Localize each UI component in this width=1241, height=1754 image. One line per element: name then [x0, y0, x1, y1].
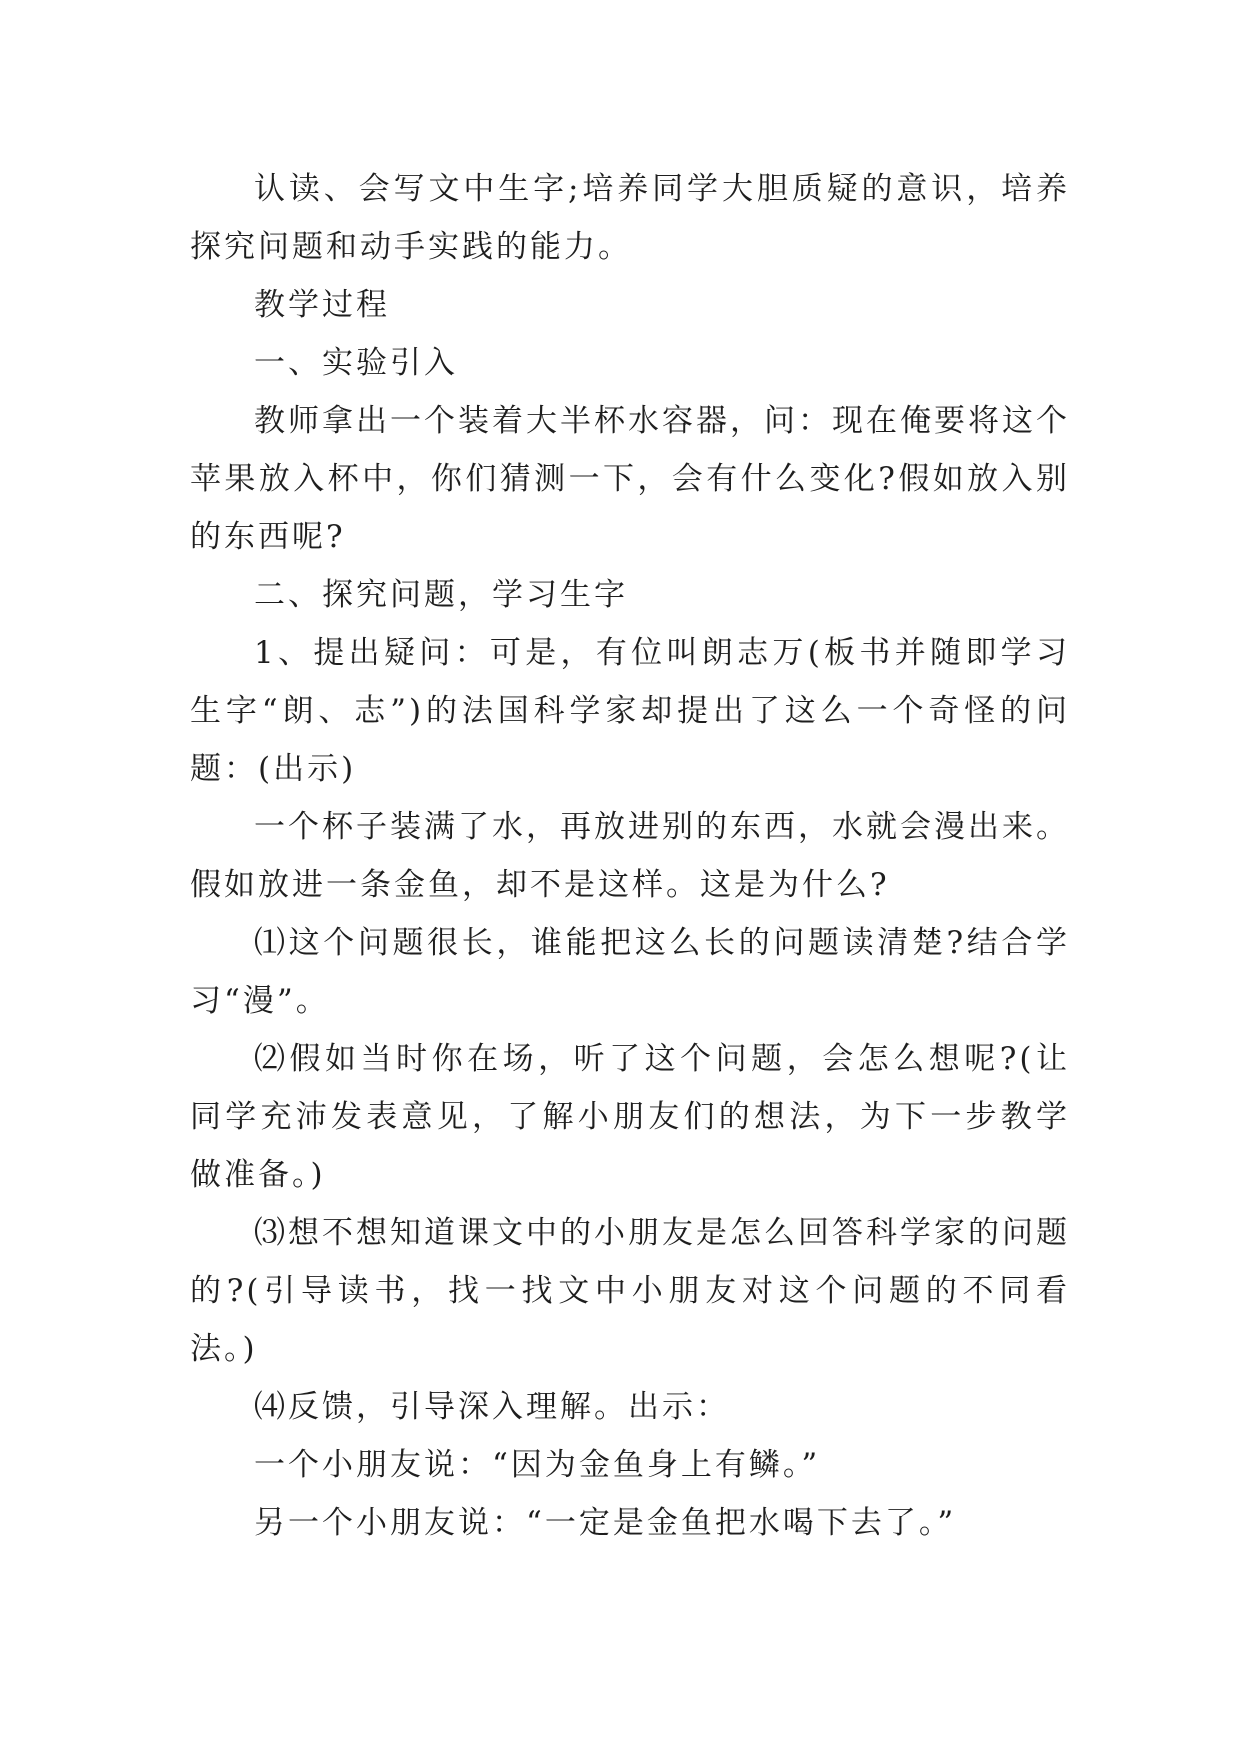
paragraph-goldfish-problem: 一个杯子装满了水，再放进别的东西，水就会漫出来。假如放进一条金鱼，却不是这样。这是为什么?: [190, 809, 1070, 903]
paragraph-step-1: ⑴这个问题很长，谁能把这么长的问题读清楚?结合学习“漫”。: [190, 925, 1070, 1019]
heading-explore-problem: 二、探究问题，学习生字: [254, 577, 628, 613]
paragraph-raise-question: 1、提出疑问：可是，有位叫朗志万(板书并随即学习生字“朗、志”)的法国科学家却提出了这么一个奇怪的问题：(出示): [190, 635, 1070, 787]
paragraph-step-3: ⑶想不想知道课文中的小朋友是怎么回答科学家的问题的?(引导读书，找一找文中小朋友对这个问题的不同看法。): [190, 1215, 1070, 1367]
paragraph-step-2: ⑵假如当时你在场，听了这个问题，会怎么想呢?(让同学充沛发表意见，了解小朋友们的想法，为下一步教学做准备。): [190, 1041, 1070, 1193]
heading-teaching-process: 教学过程: [254, 287, 390, 323]
paragraph-child-quote-2: 另一个小朋友说：“一定是金鱼把水喝下去了。”: [254, 1505, 957, 1541]
heading-experiment-intro: 一、实验引入: [254, 345, 458, 381]
paragraph-child-quote-1: 一个小朋友说：“因为金鱼身上有鳞。”: [254, 1447, 821, 1483]
document-body: [190, 160, 1070, 1552]
paragraph-teacher-question: 教师拿出一个装着大半杯水容器，问：现在俺要将这个苹果放入杯中，你们猜测一下，会有什么变化?假如放入别的东西呢?: [190, 403, 1070, 555]
paragraph-step-4: ⑷反馈，引导深入理解。出示：: [254, 1389, 730, 1425]
paragraph-objectives: 认读、会写文中生字;培养同学大胆质疑的意识，培养探究问题和动手实践的能力。: [190, 171, 1070, 265]
